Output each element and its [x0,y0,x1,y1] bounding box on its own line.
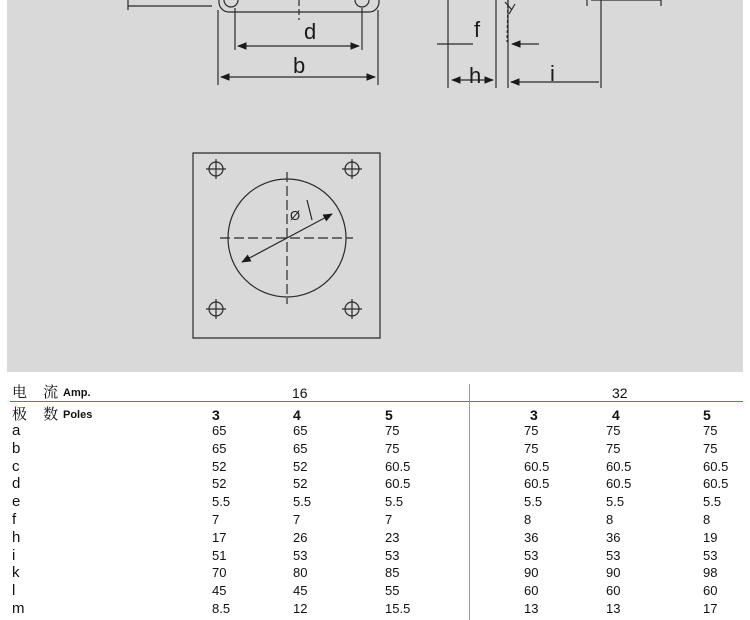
table-cell: 90 [606,565,621,581]
table-cell: 60.5 [524,458,550,474]
table-cell: 60 [524,583,539,599]
row-label: d [12,475,21,493]
table-cell: 8.5 [212,601,231,616]
diameter-symbol: Ø [290,208,301,223]
table-cell: 85 [385,565,400,581]
pole-header: 5 [703,407,711,423]
table-cell: 65 [212,440,227,456]
dim-h-label: h [469,63,482,88]
technical-drawing [7,0,743,372]
table-cell: 12 [293,601,308,616]
row-label: h [12,528,21,546]
table-cell: 60.5 [385,458,411,474]
table-cell: 75 [606,440,621,456]
mount-hole-bottom-right [342,299,362,319]
table-cell: 90 [524,565,539,581]
table-row [0,475,750,493]
table-cell: 8 [703,512,711,527]
table-cell: 52 [293,476,308,492]
poles-label-en: Poles [63,409,93,421]
table-row [0,440,750,458]
pole-header: 5 [385,407,393,423]
table-cell: 19 [703,529,718,545]
amp-group-32: 32 [612,385,628,401]
table-cell: 5.5 [524,494,543,510]
table-cell: 65 [212,423,227,438]
drawing-svg [7,0,743,372]
table-cell: 80 [293,565,308,581]
table-row [0,547,750,565]
mount-hole-top-left [206,159,226,179]
table-cell: 75 [385,423,400,438]
table-cell: 53 [703,547,718,563]
table-row [0,422,750,440]
table-cell: 53 [606,547,621,563]
pole-header: 4 [293,407,301,423]
table-cell: 8 [524,512,532,527]
table-cell: 7 [212,512,220,527]
table-cell: 5.5 [385,494,404,510]
table-cell: 13 [524,601,539,616]
table-cell: 5.5 [212,494,231,510]
table-cell: 36 [524,529,539,545]
table-cell: 98 [703,565,718,581]
poles-label-cn: 极 数 [12,406,65,423]
dim-d-label: d [304,19,317,44]
flange-plate-view [193,153,380,338]
table-cell: 52 [212,476,227,492]
table-cell: 5.5 [293,494,312,510]
table-cell: 75 [524,440,539,456]
table-cell: 75 [703,423,718,438]
front-view-partial [128,0,379,85]
table-cell: 36 [606,529,621,545]
table-cell: 60.5 [524,476,550,492]
row-label: k [12,564,20,582]
table-row [0,529,750,547]
row-label: c [12,457,20,475]
table-cell: 15.5 [385,601,411,616]
amp-header-row [0,384,750,404]
table-cell: 13 [606,601,621,616]
table-cell: 60.5 [606,458,632,474]
current-label-cn: 电 流 [12,384,65,401]
table-cell: 8 [606,512,614,527]
table-cell: 70 [212,565,227,581]
row-label: e [12,493,21,511]
table-row [0,458,750,476]
table-cell: 65 [293,423,308,438]
table-cell: 26 [293,529,308,545]
table-cell: 17 [703,601,718,616]
pole-header: 4 [612,407,620,423]
mount-hole-top-right [342,159,362,179]
table-cell: 52 [212,458,227,474]
table-cell: 5.5 [606,494,625,510]
table-cell: 60 [703,583,718,599]
dimension-table [0,380,750,620]
amp-group-16: 16 [292,385,308,401]
table-cell: 75 [524,423,539,438]
table-cell: 65 [293,440,308,456]
mount-hole-partial-right [355,0,369,7]
table-row [0,564,750,582]
pole-header: 3 [530,407,538,423]
table-cell: 17 [212,529,227,545]
table-cell: 51 [212,547,227,563]
table-row [0,511,750,529]
table-cell: 75 [703,440,718,456]
table-cell: 7 [293,512,301,527]
dim-b-label: b [293,53,306,78]
table-cell: 60.5 [703,458,729,474]
table-cell: 60.5 [385,476,411,492]
dim-i-label: i [550,61,555,86]
table-cell: 45 [293,583,308,599]
table-cell: 53 [524,547,539,563]
table-cell: 53 [293,547,308,563]
table-cell: 75 [385,440,400,456]
table-cell: 60.5 [606,476,632,492]
table-row [0,600,750,618]
table-row [0,582,750,600]
mount-hole-partial-left [224,0,238,7]
current-label-en: Amp. [63,387,91,399]
mount-hole-bottom-left [206,299,226,319]
dim-f-label: f [474,17,481,42]
table-cell: 60 [606,583,621,599]
row-label: l [12,582,16,600]
row-label: f [12,511,17,528]
table-cell: 45 [212,583,227,599]
table-cell: 23 [385,529,400,545]
table-cell: 53 [385,547,400,563]
row-label: a [12,422,21,439]
table-row [0,493,750,511]
row-label: i [12,546,16,564]
table-cell: 75 [606,423,621,438]
table-cell: 55 [385,583,400,599]
table-cell: 60.5 [703,476,729,492]
row-label: b [12,439,21,457]
row-label: m [12,600,25,617]
table-cell: 52 [293,458,308,474]
pole-header: 3 [212,407,220,423]
table-cell: 5.5 [703,494,722,510]
table-cell: 7 [385,512,393,527]
